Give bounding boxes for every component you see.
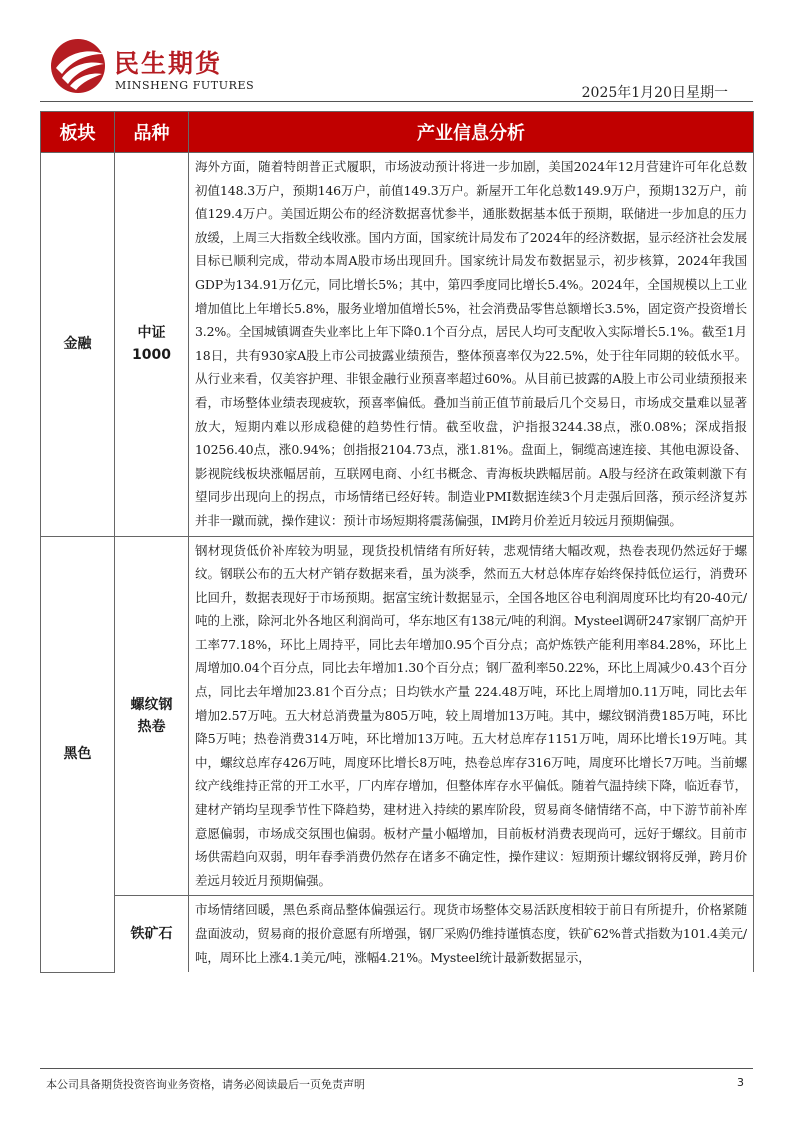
footer-divider [40,1068,753,1069]
header-divider [40,101,753,102]
variety-label: 螺纹钢 热卷 [130,696,173,735]
variety-cell: 铁矿石 [115,896,189,972]
footer-disclaimer: 本公司具备期货投资咨询业务资格，请务必阅读最后一页免责声明 [46,1078,365,1091]
brand-name-cn: 民生期货 [114,49,223,78]
table-row [41,153,754,537]
industry-analysis-table [40,111,754,973]
table-row [41,536,754,896]
analysis-cell: 市场情绪回暖，黑色系商品整体偏强运行。现货市场整体交易活跃度相较于前日有所提升，价格紧随盘面波动，贸易商的报价意愿有所增强，钢厂采购仍维持谨慎态度，铁矿62%普式指数为101.4美元/吨，周环比上涨4.1美元/吨，涨幅4.21%。Mysteel统计最新数据显示， [189,896,754,972]
report-date: 2025年1月20日星期一 [581,85,728,101]
sector-cell: 金融 [41,153,115,537]
variety-label: 中证 1000 [132,325,171,364]
minsheng-logo-icon [48,38,108,94]
page-header [0,0,794,105]
column-header-analysis: 产业信息分析 [189,112,754,153]
table-row [41,896,754,972]
column-header-variety: 品种 [115,112,189,153]
page-number: 3 [737,1076,744,1089]
sector-cell: 黑色 [41,536,115,972]
analysis-cell: 钢材现货低价补库较为明显，现货投机情绪有所好转，悲观情绪大幅改观，热卷表现仍然远好于螺纹。钢联公布的五大材产销存数据来看，虽为淡季，然而五大材总体库存始终保持低位运行，消费环比回升，数据表现好于市场预期。据富宝统计数据显示，全国各地区谷电利润周度环比均有20-40元/吨的上涨，除河北外各地区利润尚可，华东地区有138元/吨的利润。Mysteel调研247家钢厂高炉开工率77.18%，环比上周持平，同比去年增加0.95个百分点；高炉炼铁产能利用率84.28%，环比上周增加0.04个百分点，同比去年增加1.30个百分点；钢厂盈利率50.22%，环比上周减少0.43个百分点，同比去年增加23.81个百分点；日均铁水产量 224.48万吨，环比上周增加0.11万吨，同比去年增加2.57万吨。五大材总消费量为805万吨，较上周增加13万吨。其中，螺纹钢消费185万吨，环比降5万吨；热卷消费314万吨，环比增加13万吨。五大材总库存1151万吨，周环比增长19万吨。其中，螺纹总库存426万吨，周度环比增长8万吨，热卷总库存316万吨，周度环比增长7万吨。当前螺纹产线维持正常的开工水平，厂内库存增加，但整体库存水平偏低。随着气温持续下降，临近春节，建材产销均呈现季节性下降趋势，建材进入持续的累库阶段，贸易商冬储情绪不高，中下游节前补库意愿偏弱，市场成交氛围也偏弱。板材产量小幅增加，目前板材消费表现尚可，远好于螺纹。目前市场供需趋向双弱，明年春季消费仍然存在诸多不确定性，操作建议：短期预计螺纹钢将反弹，跨月价差远月较近月预期偏强。 [189,536,754,896]
column-header-sector: 板块 [41,112,115,153]
table-header-row [41,112,754,153]
analysis-cell: 海外方面，随着特朗普正式履职，市场波动预计将进一步加剧，美国2024年12月营建许可年化总数初值148.3万户，预期146万户，前值149.3万户。新屋开工年化总数149.9万户，预期132万户，前值129.4万户。美国近期公布的经济数据喜忧参半，通胀数据基本低于预期，联储进一步加息的压力放缓，上周三大指数全线收涨。国内方面，国家统计局发布了2024年的经济数据，显示经济社会发展目标已顺利完成，带动本周A股市场出现回升。国家统计局发布数据显示，初步核算，2024年我国GDP为134.91万亿元，同比增长5%；其中，第四季度同比增长5.4%。2024年，全国规模以上工业增加值比上年增长5.8%，服务业增加值增长5%，社会消费品零售总额增长3.5%，固定资产投资增长3.2%。全国城镇调查失业率比上年下降0.1个百分点，居民人均可支配收入实际增长5.1%。截至1月18日，共有930家A股上市公司披露业绩预告，整体预喜率仅为22.5%，处于往年同期的较低水平。从行业来看，仅美容护理、非银金融行业预喜率超过60%。从目前已披露的A股上市公司业绩预报来看，市场整体业绩表现疲软，预喜率偏低。叠加当前正值节前最后几个交易日，市场成交量难以显著放大，短期内难以形成稳健的趋势性行情。截至收盘，沪指报3244.38点，涨0.08%；深成指报10256.40点，涨0.94%；创指报2104.73点，涨1.81%。盘面上，铜缆高速连接、其他电源设备、影视院线板块涨幅居前，互联网电商、小红书概念、青海板块跌幅居前。A股与经济在政策刺激下有望同步出现向上的拐点，市场情绪已经好转。制造业PMI数据连续3个月走强后回落，预示经济复苏并非一蹴而就，操作建议：预计市场短期将震荡偏强，IM跨月价差近月较远月预期偏强。 [189,153,754,537]
variety-cell [115,536,189,896]
brand-name-en: MINSHENG FUTURES [115,79,255,92]
variety-cell [115,153,189,537]
